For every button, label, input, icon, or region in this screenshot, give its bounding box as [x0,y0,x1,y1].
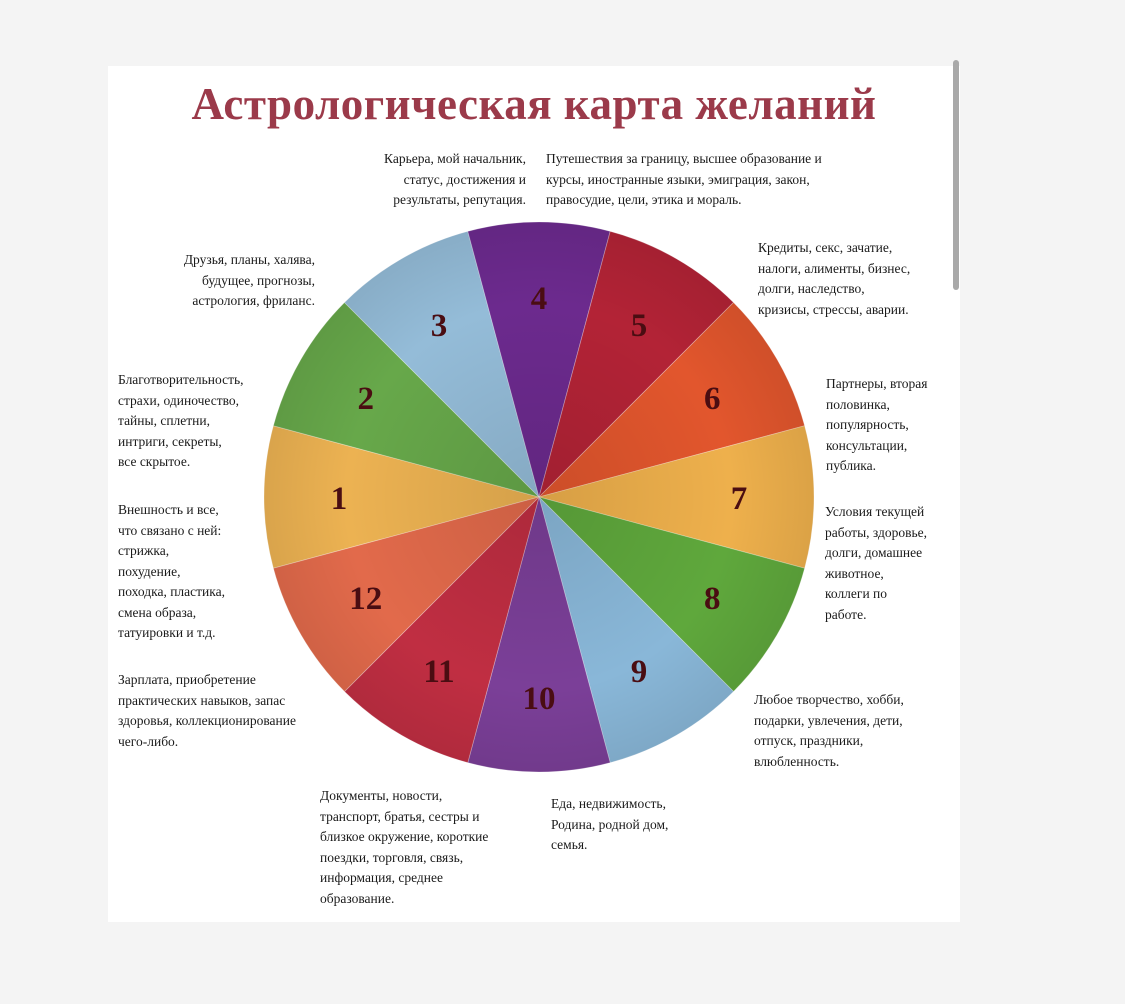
house-7-number: 7 [730,481,748,517]
house-4-number: 4 [530,281,548,317]
house-12-label: Благотворительность, страхи, одиночество, тайны, сплетни, интриги, секреты, все скрытое. [118,372,244,469]
house-1-label: Внешность и все, что связано с ней: стрижка, похудение, походка, пластика, смена образа, татуировки и т.д. [118,502,225,640]
diagram-title: Астрологическая карта желаний [191,79,877,129]
house-11-number: 11 [423,654,455,691]
house-11-label: Друзья, планы, халява, будущее, прогнозы, астрология, фриланс. [183,252,315,308]
house-6-number: 6 [703,381,721,417]
house-4-label: Еда, недвижимость, Родина, родной дом, семья. [551,796,669,852]
house-5-number: 5 [630,307,648,344]
house-3-number: 3 [430,307,448,344]
house-2-number: 2 [357,381,375,417]
house-7-label: Партнеры, вторая половинка, популярность, консультации, публика. [826,376,928,473]
house-3-label: Документы, новости, транспорт, братья, сестры и близкое окружение, короткие поездки, торговля, связь, информация, среднее образование. [320,788,489,906]
house-2-label: Зарплата, приобретение практических навыков, запас здоровья, коллекционирование чего-либо. [118,672,296,749]
house-8-label: Кредиты, секс, зачатие, налоги, алименты, бизнес, долги, наследство, кризисы, стрессы, аварии. [758,240,911,317]
house-12-number: 12 [349,581,383,617]
house-9-number: 9 [630,654,648,691]
house-6-label: Условия текущей работы, здоровье, долги, домашнее животное, коллеги по работе. [825,504,928,622]
house-1-number: 1 [330,481,348,517]
house-10-label: Карьера, мой начальник, статус, достижения и результаты, репутация. [384,151,526,207]
house-10-number: 10 [522,681,556,717]
house-5-label: Любое творчество, хобби, подарки, увлечения, дети, отпуск, праздники, влюбленность. [754,692,904,769]
house-8-number: 8 [703,581,721,617]
house-9-label: Путешествия за границу, высшее образование и курсы, иностранные языки, эмиграция, закон, правосудие, цели, этика и мораль. [546,151,822,207]
